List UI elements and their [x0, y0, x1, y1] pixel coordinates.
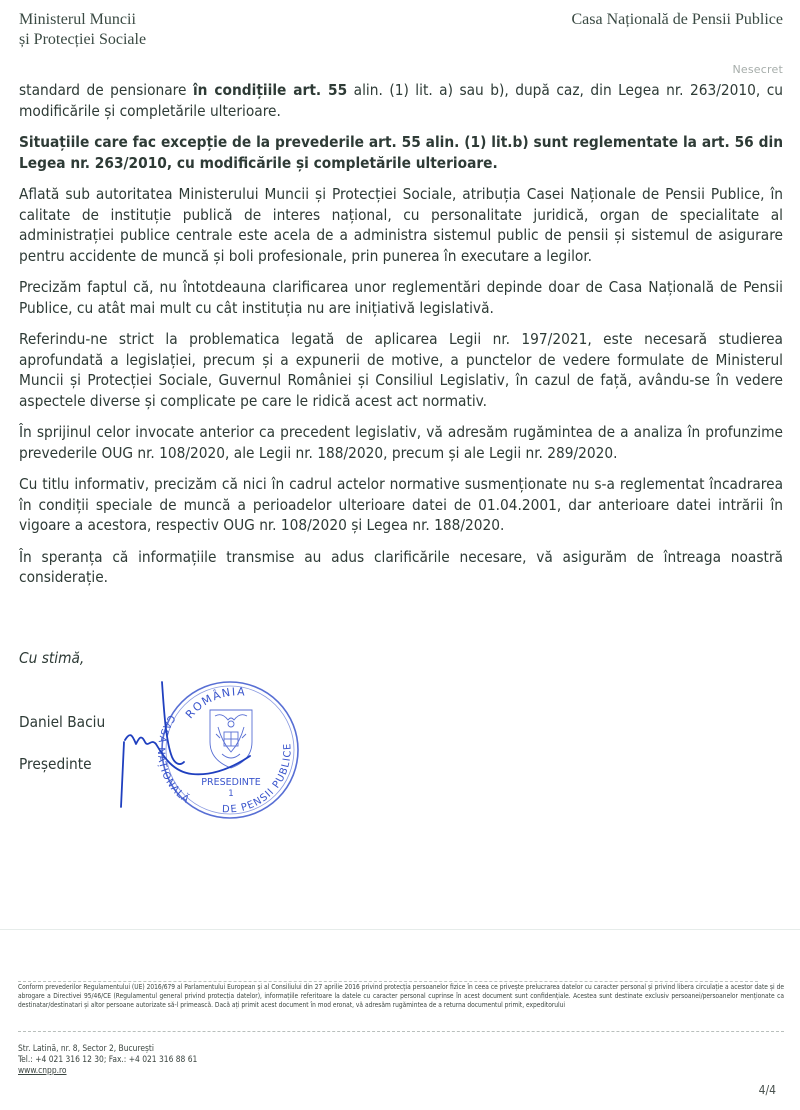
ministry-name-line2: și Protecției Sociale — [19, 31, 147, 48]
classification-label: Nesecret — [732, 63, 783, 76]
paragraph-2 — [19, 132, 783, 173]
paragraph-1-text-a: standard de pensionare — [19, 81, 193, 99]
ministry-name-line1: Ministerul Muncii — [19, 11, 136, 28]
paragraph-6: În sprijinul celor invocate anterior ca precedent legislativ, vă adresăm rugămintea de a analiza în profunzime prevederile OUG nr. 108/2020, ale Legii nr. 188/2020, precum și ale Legii nr. 289/2020. — [19, 423, 783, 462]
institution-header: Casa Națională de Pensii Publice — [571, 11, 783, 28]
footer-separator — [0, 929, 800, 930]
gdpr-legal-notice: Conform prevederilor Regulamentului (UE) 2016/679 al Parlamentului European și al Consiliului din 27 aprilie 2016 privind protecția persoanelor fizice în ceea ce privește prelucrarea datelor cu caracter personal și privind libera circulație a acestor date și de abrogare a Directivei 95/46/CE (Regulamentul general privind protecția datelor), informațiile referitoare la datele cu caracter personal cuprinse în acest document sunt confidențiale. Acestea sunt destinate exclusiv persoanei/persoanelor menționate ca destinatar/destinatari și altor persoane autorizate să-l primească. Dacă ați primit acest document în mod eronat, vă adresăm rugămintea de a returna documentul primit, expeditorului — [18, 983, 784, 1009]
signer-name: Daniel Baciu — [19, 713, 106, 731]
page-number: 4/4 — [758, 1083, 776, 1097]
paragraph-1-bold: în condițiile art. 55 — [192, 81, 348, 99]
svg-text:ROMÂNIA — [183, 685, 247, 721]
contact-block — [18, 1043, 197, 1075]
paragraph-3: Aflată sub autoritatea Ministerului Muncii și Protecției Sociale, atribuția Casei Naționale de Pensii Publice, în calitate de instituție publică de interes național, cu personalitate juridică, organ de specialitate al administrației publice centrale este acela de a administra sistemul public de pensii și sistemul de asigurare pentru accidente de muncă și boli profesionale, prin punerea în executare a legilor. — [19, 185, 783, 265]
website-link[interactable]: www.cnpp.ro — [18, 1064, 67, 1075]
paragraph-4: Precizăm faptul că, nu întotdeauna clarificarea unor reglementări depinde doar de Casa Națională de Pensii Publice, cu atât mai mult cu cât instituția nu are inițiativă legislativă. — [19, 278, 783, 317]
paragraph-5: Referindu-ne strict la problematica legată de aplicarea Legii nr. 197/2021, este necesară studierea aprofundată a legislației, precum și a expunerii de motive, a punctelor de vedere formulate de Ministerul Muncii și Protecției Sociale, Guvernul României și Consiliul Legislativ, în cazul de față, avându-se în vedere aspectele diverse și complicate pe care le ridică acest act normativ. — [19, 330, 783, 410]
legal-notice-bottom-rule — [18, 1031, 784, 1032]
paragraph-1-text-b: alin. (1) lit. a) sau b), după caz, din Legea nr. 263/2010, cu modificările și completările ulterioare. — [19, 81, 783, 120]
paragraph-8: În speranța că informațiile transmise au adus clarificările necesare, vă asigurăm de întreaga noastră considerație. — [19, 547, 783, 586]
paragraph-7: Cu titlu informativ, precizăm că nici în cadrul actelor normative susmenționate nu s-a reglementat încadrarea în condiții speciale de muncă a perioadelor ulterioare datei de 01.04.2001, dar anterioare datei intrării în vigoare a acestora, respectiv OUG nr. 108/2020 și Legea nr. 188/2020. — [19, 475, 783, 534]
stamp-top-text: ROMÂNIA — [182, 685, 247, 722]
letter-body — [19, 80, 783, 599]
phone-fax: Tel.: +4 021 316 12 30; Fax.: +4 021 316 88 61 — [18, 1053, 198, 1064]
paragraph-2-bold: Situațiile care fac excepție de la prevederile art. 55 alin. (1) lit.b) sunt reglementate la art. 56 din Legea nr. 263/2010, cu modificările și completările ulterioare. — [19, 133, 783, 172]
address: Str. Latină, nr. 8, Sector 2, București — [18, 1043, 154, 1053]
stamp-number: 1 — [228, 789, 234, 799]
svg-text:DE PENSII PUBLICE: DE PENSII PUBLICE — [221, 742, 294, 816]
svg-text:CASA NAȚIONALĂ: CASA NAȚIONALĂ — [155, 712, 192, 807]
stamp-center-text: PRESEDINTE — [201, 777, 261, 788]
legal-notice-top-rule — [18, 981, 758, 982]
signer-title: Președinte — [19, 755, 92, 773]
paragraph-1 — [19, 80, 783, 121]
closing-salutation: Cu stimă, — [19, 649, 85, 667]
ministry-header — [19, 10, 146, 50]
official-stamp-icon — [112, 672, 302, 822]
